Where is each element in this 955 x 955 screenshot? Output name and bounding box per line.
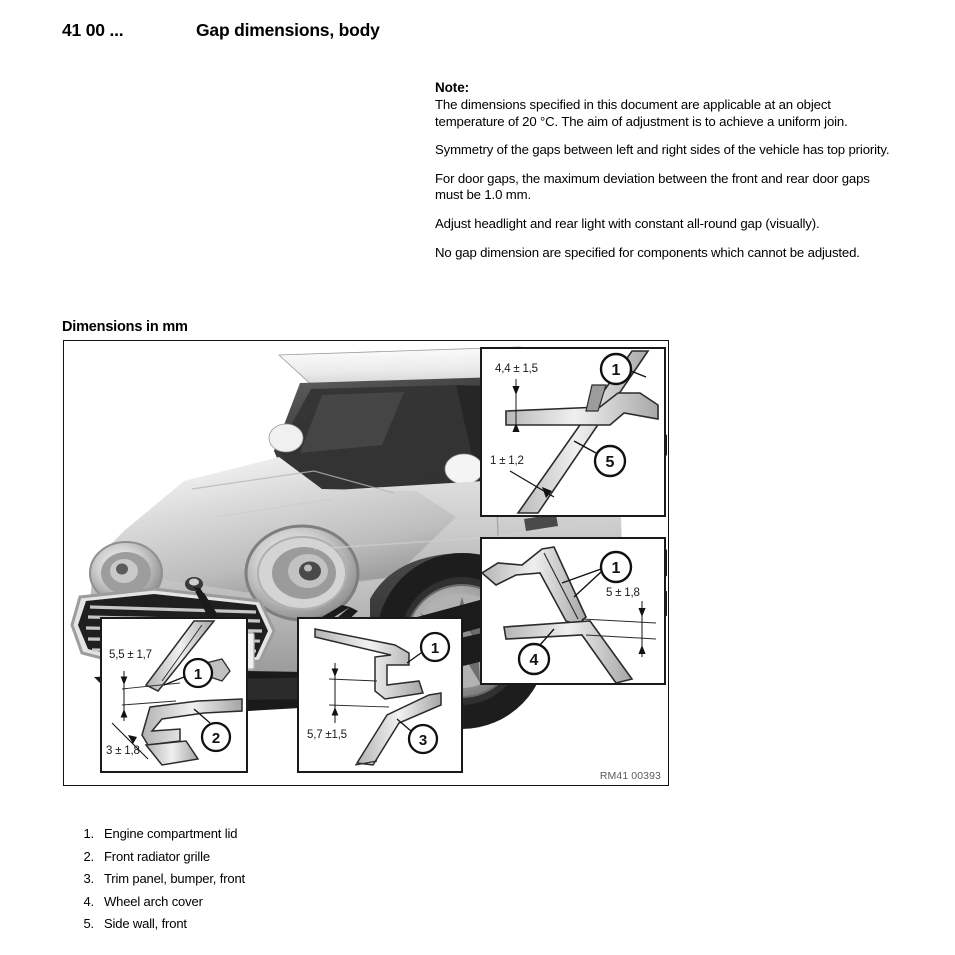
detail-panel-middle-right <box>480 537 666 685</box>
detail-drawing-middle-right <box>482 539 664 683</box>
legend-item-3 <box>70 871 490 894</box>
svg-text:1: 1 <box>611 362 621 379</box>
legend-item-5 <box>70 916 490 939</box>
svg-text:1: 1 <box>611 560 621 577</box>
legend-number-4: 4. <box>83 893 94 909</box>
detail-panel-top-right <box>480 347 666 517</box>
note-block <box>435 79 898 261</box>
dimension-label-1: 1 ± 1,2 <box>490 455 524 467</box>
legend-number-5: 5. <box>83 916 94 932</box>
dimension-label-5-5: 5,5 ± 1,7 <box>109 649 152 661</box>
svg-text:3: 3 <box>418 732 428 749</box>
component-legend-list <box>70 826 490 939</box>
legend-number-2: 2. <box>83 848 94 864</box>
svg-text:2: 2 <box>211 730 221 747</box>
legend-item-4 <box>70 894 490 917</box>
dimension-label-4-4: 4,4 ± 1,5 <box>495 363 538 375</box>
legend-text-1: Engine compartment lid <box>104 826 238 841</box>
page-title: Gap dimensions, body <box>196 20 380 40</box>
note-paragraph-5: No gap dimension are specified for components which cannot be adjusted. <box>435 244 860 260</box>
legend-text-5: Side wall, front <box>104 916 187 932</box>
document-code: 41 00 ... <box>62 20 124 40</box>
detail-panel-bottom-left <box>100 617 248 773</box>
dimension-label-5: 5 ± 1,8 <box>606 587 640 599</box>
dimension-label-3: 3 ± 1,8 <box>106 745 140 757</box>
figure-frame <box>63 340 669 786</box>
legend-item-2 <box>70 849 490 872</box>
svg-text:4: 4 <box>529 652 539 669</box>
legend-text-2: Front radiator grille <box>104 848 210 864</box>
note-paragraph-2: Symmetry of the gaps between left and right sides of the vehicle has top priority. <box>435 142 890 158</box>
note-label: Note: <box>435 80 469 95</box>
figure-caption: Dimensions in mm <box>62 319 188 335</box>
svg-text:1: 1 <box>193 666 203 683</box>
legend-number-3: 3. <box>83 871 94 887</box>
note-paragraph-1: The dimensions specified in this document are applicable at an object temperature of 20 °C. The aim of adjustment is to achieve a uniform join. <box>435 97 848 129</box>
figure-reference-code: RM41 00393 <box>599 770 661 782</box>
legend-text-3: Trim panel, bumper, front <box>104 871 245 887</box>
detail-panel-bottom-middle <box>297 617 463 773</box>
note-paragraph-4: Adjust headlight and rear light with constant all-round gap (visually). <box>435 215 820 231</box>
legend-text-4: Wheel arch cover <box>104 893 203 909</box>
svg-text:5: 5 <box>605 454 615 471</box>
legend-item-1 <box>70 826 490 849</box>
detail-drawing-bottom-middle <box>299 619 461 771</box>
svg-text:1: 1 <box>430 640 440 657</box>
note-paragraph-3: For door gaps, the maximum deviation between the front and rear door gaps must be 1.0 mm. <box>435 170 870 203</box>
dimension-label-5-7: 5,7 ±1,5 <box>307 729 347 741</box>
legend-number-1: 1. <box>83 826 94 841</box>
document-header <box>62 20 922 48</box>
